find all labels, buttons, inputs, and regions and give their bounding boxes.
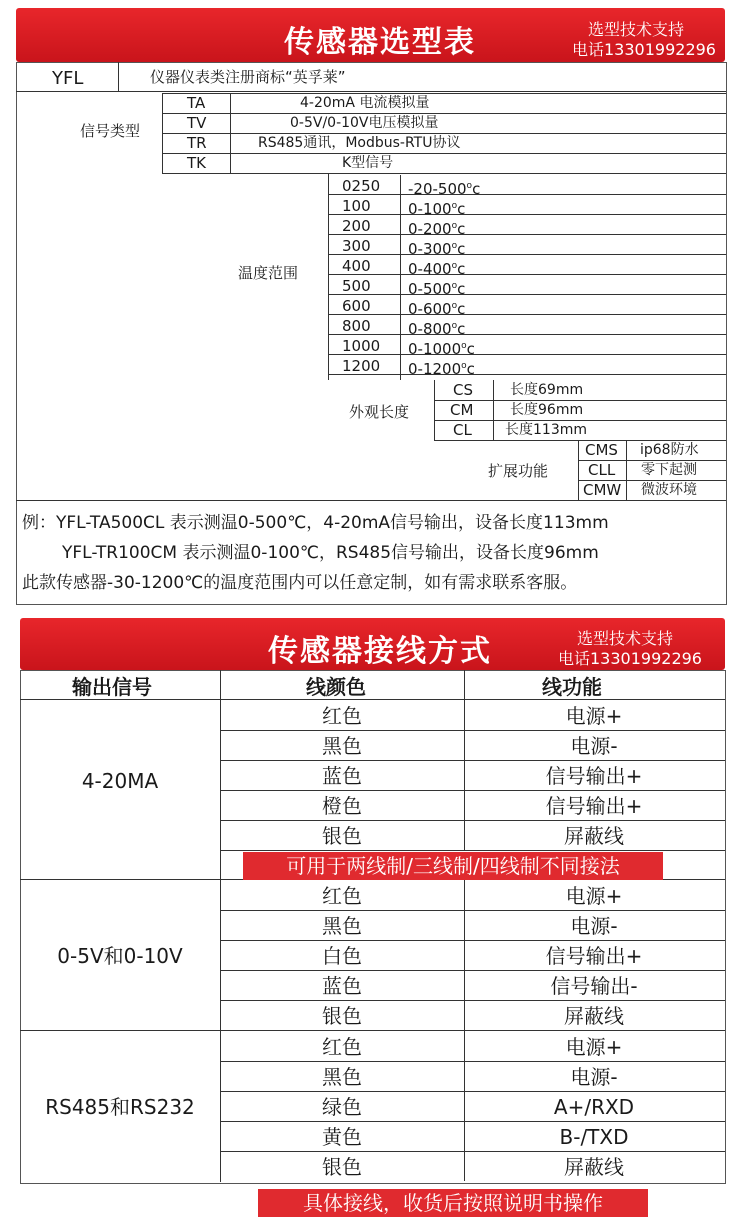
- temp-desc: 0-500$^o$c: [408, 280, 466, 298]
- temp-desc: 0-600$^o$c: [408, 300, 466, 318]
- example-line-1: 例：YFL-TA500CL 表示测温0-500℃，4-20mA信号输出，设备长度113mm: [22, 513, 609, 533]
- temp-code: 400: [342, 257, 371, 275]
- length-code: CM: [450, 401, 474, 419]
- extension-code: CMS: [585, 441, 618, 459]
- signal-desc: 0-5V/0-10V电压模拟量: [290, 115, 439, 131]
- signal-code: TK: [187, 154, 206, 172]
- selection-title: 传感器选型表: [284, 25, 476, 60]
- wire-function: 信号输出+: [545, 764, 643, 788]
- model-code: YFL: [52, 68, 84, 89]
- temp-range-label: 温度范围: [238, 264, 299, 282]
- wire-color: 黑色: [322, 1065, 362, 1089]
- wire-color: 白色: [322, 944, 362, 968]
- temp-desc: 0-1000$^o$c: [408, 340, 475, 358]
- temp-code: 200: [342, 217, 371, 235]
- wire-color: 绿色: [322, 1095, 362, 1119]
- wiring-note: 可用于两线制/三线制/四线制不同接法: [243, 852, 663, 880]
- temp-desc: 0-1200$^o$c: [408, 360, 475, 378]
- wire-function: 电源-: [570, 914, 618, 938]
- temp-code: 0250: [342, 177, 381, 195]
- support-phone: 电话13301992296: [558, 649, 702, 668]
- wire-function: 信号输出-: [550, 974, 638, 998]
- wire-color: 黄色: [322, 1125, 362, 1149]
- trademark-text: 仪器仪表类注册商标“英孚莱”: [150, 68, 346, 86]
- wire-function: 屏蔽线: [564, 1004, 624, 1028]
- example-line-2: YFL-TR100CM 表示测温0-100℃，RS485信号输出，设备长度96mm: [62, 543, 599, 563]
- temp-desc: 0-100$^o$c: [408, 200, 466, 218]
- support-text: 选型技术支持: [588, 20, 685, 39]
- temp-code: 1200: [342, 357, 381, 375]
- wire-color: 红色: [322, 704, 362, 728]
- signal-code: TR: [187, 134, 207, 152]
- footer-note: 具体接线，收货后按照说明书操作: [258, 1189, 648, 1217]
- temp-code: 600: [342, 297, 371, 315]
- length-code: CL: [453, 421, 472, 439]
- header-output-signal: 输出信号: [72, 675, 152, 699]
- length-label: 外观长度: [349, 403, 410, 421]
- extension-code: CMW: [583, 481, 622, 499]
- support-phone: 电话13301992296: [572, 40, 716, 59]
- signal-code: TV: [187, 114, 207, 132]
- temp-code: 100: [342, 197, 371, 215]
- output-signal: 4-20MA: [81, 769, 159, 793]
- wire-color: 黑色: [322, 734, 362, 758]
- length-desc: 长度113mm: [505, 422, 587, 438]
- example-line-3: 此款传感器-30-1200℃的温度范围内可以任意定制，如有需求联系客服。: [22, 573, 578, 593]
- temp-desc: -20-500$^o$c: [408, 180, 481, 198]
- wiring-title: 传感器接线方式: [268, 634, 492, 669]
- extension-desc: ip68防水: [640, 442, 699, 458]
- length-code: CS: [453, 381, 473, 399]
- wire-color: 红色: [322, 884, 362, 908]
- signal-desc: 4-20mA 电流模拟量: [300, 95, 430, 111]
- length-desc: 长度96mm: [510, 402, 584, 418]
- wire-function: 信号输出+: [545, 794, 643, 818]
- header-wire-color: 线颜色: [306, 675, 366, 699]
- length-desc: 长度69mm: [510, 382, 584, 398]
- temp-desc: 0-800$^o$c: [408, 320, 466, 338]
- extension-desc: 零下起测: [641, 462, 697, 478]
- wire-color: 银色: [322, 1004, 362, 1028]
- wire-function: 信号输出+: [545, 944, 643, 968]
- wire-color: 红色: [322, 1035, 362, 1059]
- wire-color: 黑色: [322, 914, 362, 938]
- wiring-banner: [20, 618, 725, 670]
- signal-desc: K型信号: [342, 155, 394, 171]
- temp-desc: 0-400$^o$c: [408, 260, 466, 278]
- temp-code: 500: [342, 277, 371, 295]
- signal-type-label: 信号类型: [80, 122, 141, 140]
- selection-banner: [16, 8, 725, 62]
- output-signal: 0-5V和0-10V: [57, 943, 183, 968]
- temp-code: 800: [342, 317, 371, 335]
- temp-code: 1000: [342, 337, 381, 355]
- wire-function: 电源-: [570, 1065, 618, 1089]
- header-wire-function: 线功能: [542, 675, 602, 699]
- output-signal: RS485和RS232: [45, 1094, 195, 1119]
- wire-function: A+/RXD: [553, 1095, 635, 1119]
- wire-function: 电源+: [565, 884, 623, 908]
- temp-desc: 0-200$^o$c: [408, 220, 466, 238]
- extension-code: CLL: [588, 461, 616, 479]
- wire-function: 电源+: [565, 704, 623, 728]
- wire-function: B-/TXD: [559, 1125, 629, 1149]
- wire-function: 电源-: [570, 734, 618, 758]
- temp-desc: 0-300$^o$c: [408, 240, 466, 258]
- wire-function: 电源+: [565, 1035, 623, 1059]
- signal-desc: RS485通讯，Modbus-RTU协议: [258, 135, 461, 151]
- signal-code: TA: [187, 94, 206, 112]
- wire-color: 蓝色: [322, 974, 362, 998]
- wire-color: 银色: [322, 1155, 362, 1179]
- wire-function: 屏蔽线: [564, 1155, 624, 1179]
- wire-color: 蓝色: [322, 764, 362, 788]
- wire-function: 屏蔽线: [564, 824, 624, 848]
- extension-desc: 微波环境: [641, 482, 697, 498]
- support-text: 选型技术支持: [577, 629, 674, 648]
- temp-code: 300: [342, 237, 371, 255]
- wire-color: 橙色: [322, 794, 362, 818]
- wire-color: 银色: [322, 824, 362, 848]
- extension-label: 扩展功能: [488, 462, 549, 480]
